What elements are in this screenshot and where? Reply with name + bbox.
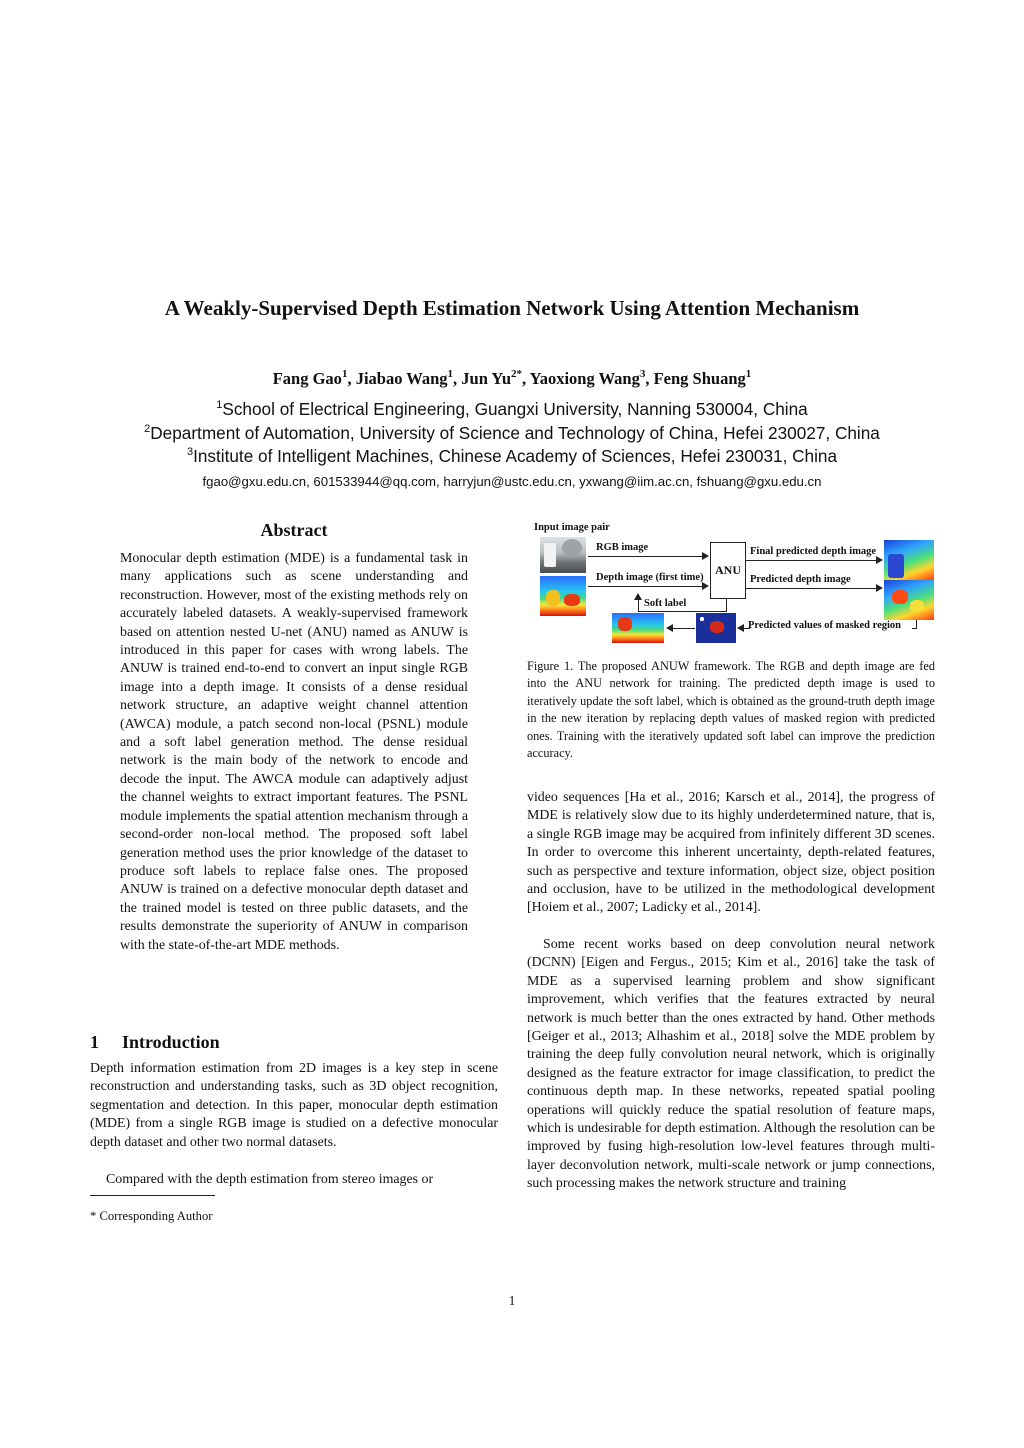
abstract-body: Monocular depth estimation (MDE) is a fundamental task in many applications such as scene understanding and reconstruction. However, most of the existing methods rely on accurately labeled datasets. A weakly-supervised framework based on attention nested U-net (ANU) named as ANUW is introduced in this paper for cases with wrong labels. The ANUW is trained end-to-end to convert an input single RGB image into a depth image. It consists of a dense residual network structure, an adaptive weight channel attention (AWCA) module, a patch second non-local (PSNL) module and a soft label generation method. The dense residual network is the main body of the network to encode and decode the input. The AWCA module can adaptively adjust the channel weights to extract important features. The PSNL module implements the spatial attention mechanism through a second-order non-local method. The proposed soft label generation method uses the prior knowledge of the dataset to produce soft labels to replace false ones. The proposed ANUW is trained on a defective monocular depth dataset and the trained model is tested on three public datasets, and the results demonstrate the superiority of ANUW in comparison with the state-of-the-art MDE methods. — [120, 551, 468, 953]
final-predicted-depth-thumbnail — [884, 540, 934, 580]
affiliation-mark: 1 — [216, 399, 223, 411]
label-rgb-image: RGB image — [596, 542, 649, 553]
author-affiliation-mark: 1 — [341, 368, 348, 380]
figure-1-caption: Figure 1. The proposed ANUW framework. The RGB and depth image are fed into the ANU network for training. The predicted depth image is used to iteratively update the soft label, which is obtained as the ground-truth depth image in the new iteration by replacing depth values of masked region with predicted ones. Training with the iteratively updated soft label can improve the prediction accuracy. — [527, 659, 935, 761]
intro-paragraph-3: video sequences [Ha et al., 2016; Karsch et al., 2014], the progress of MDE is relatively slow due to its highly underdetermined nature, that is, a single RGB image may be acquired from infinitely different 3D scenes. In order to overcome this inherent uncertainty, depth-related features, such as perspective and texture information, object size, object position and occlusion, have to be utilized in the methodological development [Hoiem et al., 2007; Ladicky et al., 2014]. — [527, 790, 935, 916]
label-predicted-depth: Predicted depth image — [750, 574, 851, 585]
soft-label-thumbnail — [612, 613, 664, 643]
section-number: 1 — [90, 1032, 99, 1052]
affiliation-text: Department of Automation, University of Science and Technology of China, Hefei 230027, China — [150, 423, 880, 443]
footnote-divider — [90, 1195, 215, 1196]
intro-paragraph-4: Some recent works based on deep convolution neural network (DCNN) [Eigen and Fergus., 2015; Kim et al., 2016] take the task of MDE as a supervised learning problem and show significant improvement, which verifies that the features extracted by neural network is much better than the ones extracted by hand. Other methods [Geiger et al., 2013; Alhashim et al., 2018] solve the MDE problem by training the deep fully convolution neural network, which is originally designed as the feature extractor for image classification, to predict the continuous depth map. In these networks, repeated spatial pooling operations will quickly reduce the spatial resolution of feature maps, which is undesirable for depth estimation. Although the resolution can be improved by fusing high-resolution low-level features through multi-layer deconvolution network, multi-scale network or jump connections, such processing makes the network structure and training — [527, 937, 935, 1192]
author-affiliation-mark: 2* — [511, 368, 522, 380]
label-final-predicted-depth: Final predicted depth image — [750, 546, 877, 557]
author-name: Jiabao Wang — [355, 369, 448, 388]
author-name: Jun Yu — [461, 369, 511, 388]
author-affiliation-mark: 3 — [639, 368, 646, 380]
section-heading-introduction — [90, 1032, 220, 1053]
masked-region-thumbnail — [696, 613, 736, 643]
affiliation-mark: 3 — [186, 446, 194, 458]
predicted-depth-thumbnail — [884, 580, 934, 620]
anu-label: ANU — [715, 563, 741, 577]
affiliation-1 — [0, 399, 1024, 420]
affiliation-3 — [0, 446, 1024, 467]
intro-paragraph-2: Compared with the depth estimation from stereo images or — [106, 1172, 434, 1187]
affiliation-2 — [0, 423, 1024, 444]
affiliation-text: School of Electrical Engineering, Guangxi University, Nanning 530004, China — [222, 399, 808, 419]
page-number: 1 — [508, 1293, 516, 1308]
label-predicted-values-masked: Predicted values of masked region — [748, 620, 902, 631]
affiliation-mark: 2 — [144, 423, 151, 435]
label-depth-first-time: Depth image (first time) — [596, 572, 704, 583]
paper-title: A Weakly-Supervised Depth Estimation Network Using Attention Mechanism — [164, 296, 860, 320]
label-input-image-pair: Input image pair — [534, 522, 610, 533]
author-name: Yaoxiong Wang — [529, 369, 640, 388]
label-soft-label: Soft label — [644, 598, 687, 609]
footnote-corresponding-author: * Corresponding Author — [90, 1209, 213, 1223]
author-name: Fang Gao — [272, 369, 342, 388]
section-title: Introduction — [122, 1032, 220, 1052]
figure-1-diagram — [530, 520, 940, 640]
anu-network-box — [710, 542, 746, 599]
affiliation-text: Institute of Intelligent Machines, Chinese Academy of Sciences, Hefei 230031, China — [193, 446, 838, 466]
abstract-heading: Abstract — [260, 520, 328, 540]
rgb-image-thumbnail — [540, 537, 586, 573]
author-name: Feng Shuang — [653, 369, 746, 388]
author-emails: fgao@gxu.edu.cn, 601533944@qq.com, harryjun@ustc.edu.cn, yxwang@iim.ac.cn, fshuang@gxu.edu.cn — [202, 474, 822, 489]
depth-input-thumbnail — [540, 576, 586, 616]
author-affiliation-mark: 1 — [745, 368, 752, 380]
intro-paragraph-1: Depth information estimation from 2D images is a key step in scene reconstruction and understanding tasks, such as 3D object recognition, segmentation and detection. In this paper, monocular depth estimation (MDE) from a single RGB image is studied on a defective monocular depth dataset and other two normal datasets. — [90, 1061, 498, 1150]
author-list: Fang Gao$^1$, Jiabao Wang$^1$, Jun $Yu^{2*}$, Yaoxiong Wang$^3$, Feng Shuang$^1$ — [272, 368, 752, 388]
author-affiliation-mark: 1 — [447, 368, 454, 380]
